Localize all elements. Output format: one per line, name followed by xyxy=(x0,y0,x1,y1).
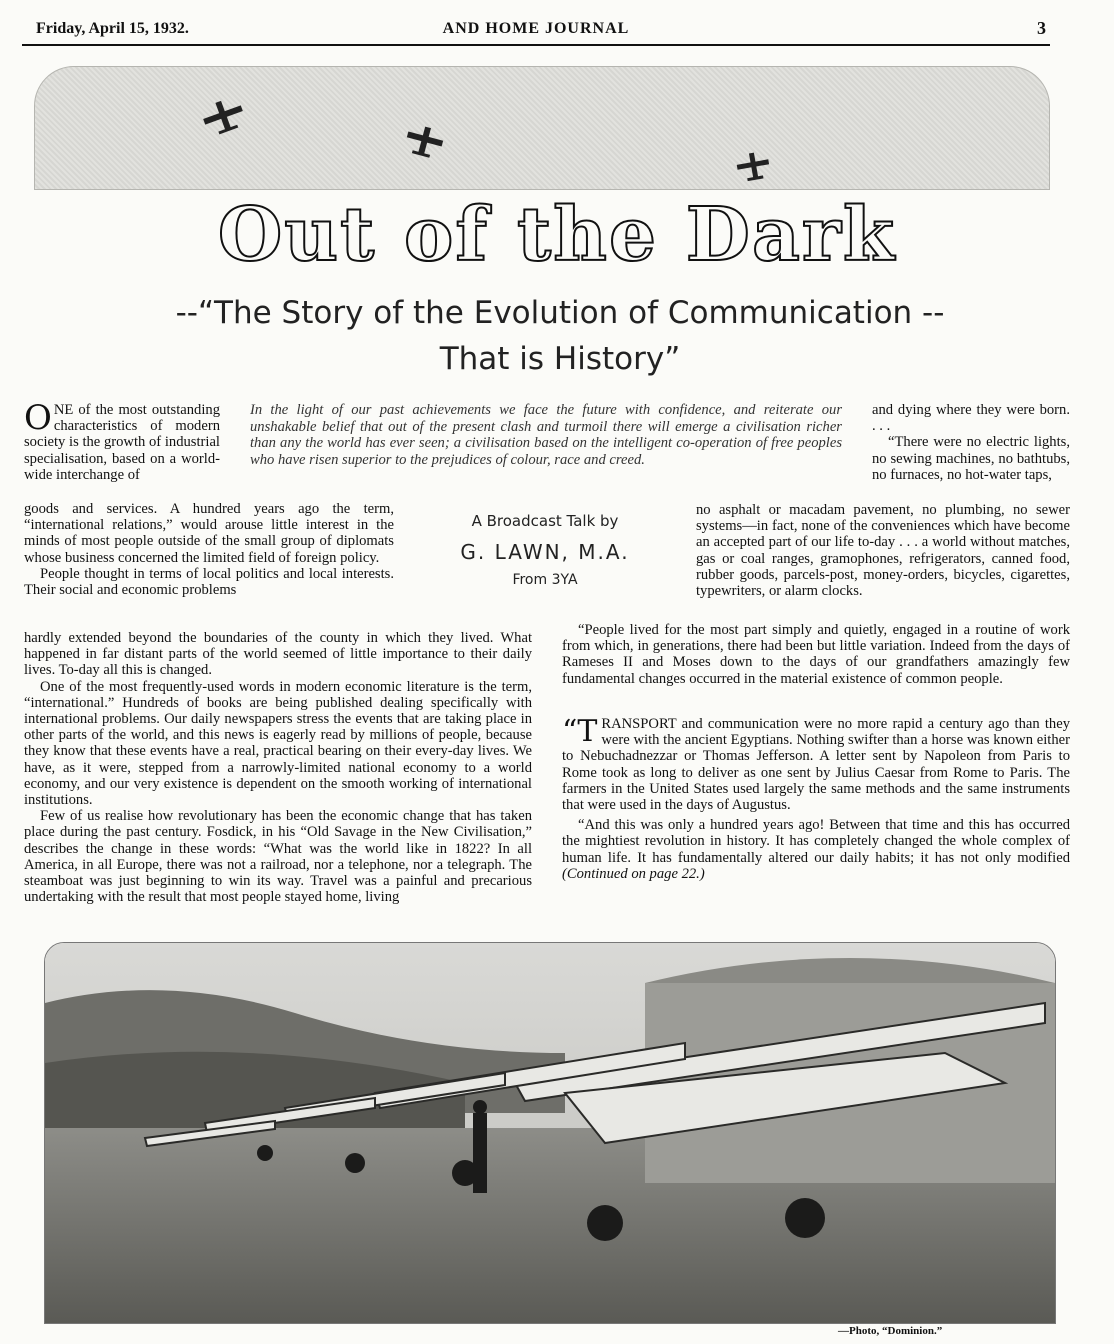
paragraph: “There were no electric lights, no sewing machines, no bathtubs, no furnaces, no hot-water taps, xyxy=(872,434,1070,483)
paragraph: “People lived for the most part simply and quietly, engaged in a routine of work from which, in generations, there had been but little variation. Indeed from the days of Rameses II and Moses down to the days of our grandfathers amazingly few fundamental changes occurred in the material existence of common people. xyxy=(562,622,1070,687)
aeroplane-icon xyxy=(735,150,771,182)
left-column-wide xyxy=(24,630,532,905)
paragraph xyxy=(24,398,220,483)
continued-link[interactable]: (Continued on page 22.) xyxy=(562,865,705,882)
drop-cap: O xyxy=(24,398,52,438)
byline-intro: A Broadcast Talk by xyxy=(471,512,619,530)
paragraph: People thought in terms of local politics and local interests. Their social and economic problems xyxy=(24,565,394,599)
sky-illustration xyxy=(35,67,1049,189)
paragraph-text: RANSPORT and communication were no more rapid a century ago than they were with the ancient Egyptians. Nothing swifter than a horse was known either to Nebuchadnezzar or Thomas Jefferson. A letter sent by Napoleon from Paris to Rome took as long to deliver as one sent by Julius Caesar from Rome to Paris. The farmers in the United States used largely the same methods and the same instruments that were used in the days of Augustus. xyxy=(562,716,1070,814)
right-column-wide xyxy=(562,622,1070,687)
paragraph: hardly extended beyond the boundaries of the county in which they lived. What happened in far distant parts of the world seemed of little importance to their daily lives. To-day all this is changed. xyxy=(24,630,532,679)
subtitle-line-1: --“The Story of the Evolution of Communication -- xyxy=(175,295,945,331)
person xyxy=(473,1113,487,1193)
photo-credit: —Photo, “Dominion.” xyxy=(838,1325,943,1337)
right-column-middle xyxy=(696,502,1070,599)
paragraph-text: “And this was only a hundred years ago! Between that time and this has occurred the mightiest revolution in history. It has completely changed the whole complex of human life. It has fundamentally altered our daily habits; it has not only modified xyxy=(562,817,1070,866)
issue-date: Friday, April 15, 1932. xyxy=(36,20,189,37)
byline-author: G. LAWN, M.A. xyxy=(460,540,630,564)
left-column-middle xyxy=(24,501,394,598)
page-number: 3 xyxy=(1037,18,1046,38)
paragraph xyxy=(562,716,1070,813)
paragraph-text: NE of the most outstanding characteristics of modern society is the growth of industrial specialisation, based on a world-wide interchange of xyxy=(24,402,220,483)
paragraph xyxy=(562,817,1070,882)
running-head xyxy=(22,14,1050,46)
paragraph: no asphalt or macadam pavement, no plumbing, no sewer systems—in fact, none of the conveniences which have become an accepted part of our life to-day . . . a world without matches, gas or coal ranges, gramophones, refrigerators, canned food, rubber goods, parcels-post, money-orders, bicycles, cigarettes, typewriters, or alarm clocks. xyxy=(696,502,1070,600)
left-column-top xyxy=(24,398,220,483)
right-column-top xyxy=(872,402,1070,483)
paragraph: One of the most frequently-used words in modern economic literature is the term, “international.” Hundreds of books are being published dealing specifically with international problems. Our daily newspapers stress the events that are taking place in other parts of the world, and this news is eagerly read by millions of people, because they know that these events have a real, practical bearing on their every-day lives. We have, as it were, stepped from a narrowly-limited national economy to a world economy, and our very existence is dependent on the smooth working of international institutions. xyxy=(24,678,532,809)
wheel xyxy=(587,1205,623,1241)
biplanes-photo xyxy=(44,942,1056,1324)
byline xyxy=(420,512,670,588)
right-column-transport xyxy=(562,716,1070,882)
paragraph: Few of us realise how revolutionary has been the economic change that has taken place during the past century. Fosdick, in his “Old Savage in the New Civilisation,” describes the change in these words: “What was the world like in 1822? In all America, in all Europe, there was not a railroad, nor a telephone, nor a telegraph. The steamboat was just beginning to win its way. Travel was a painful and precarious undertaking with the result that most people stayed home, living xyxy=(24,808,532,906)
paragraph: goods and services. A hundred years ago the term, “international relations,” would arouse little interest in the minds of most people outside of the small group of diplomats whose business concerned the limited field of foreign policy. xyxy=(24,501,394,566)
intro-quote: In the light of our past achievements we face the future with confidence, and reiterate our unshakable belief that out of the present clash and turmoil there will emerge a civilisation richer than any the world has ever seen; a civilisation based on the intelligent co-operation of free peoples who have risen superior to the prejudices of colour, race and creed. xyxy=(250,402,842,468)
sky-banner-image xyxy=(34,66,1050,190)
wheel xyxy=(785,1198,825,1238)
byline-station: From 3YA xyxy=(512,572,578,588)
aeroplane-icon xyxy=(199,95,247,138)
paragraph: and dying where they were born. . . . xyxy=(872,402,1070,435)
wheel xyxy=(257,1145,273,1161)
article-title: Out of the Dark xyxy=(217,192,897,278)
wheel xyxy=(345,1153,365,1173)
aeroplane-icon xyxy=(403,123,445,160)
article-subtitle xyxy=(80,290,1040,382)
biplanes-illustration xyxy=(45,943,1055,1323)
journal-name: AND HOME JOURNAL xyxy=(442,20,630,37)
drop-cap: “T xyxy=(562,714,598,749)
subtitle-line-2: That is History” xyxy=(439,341,681,377)
